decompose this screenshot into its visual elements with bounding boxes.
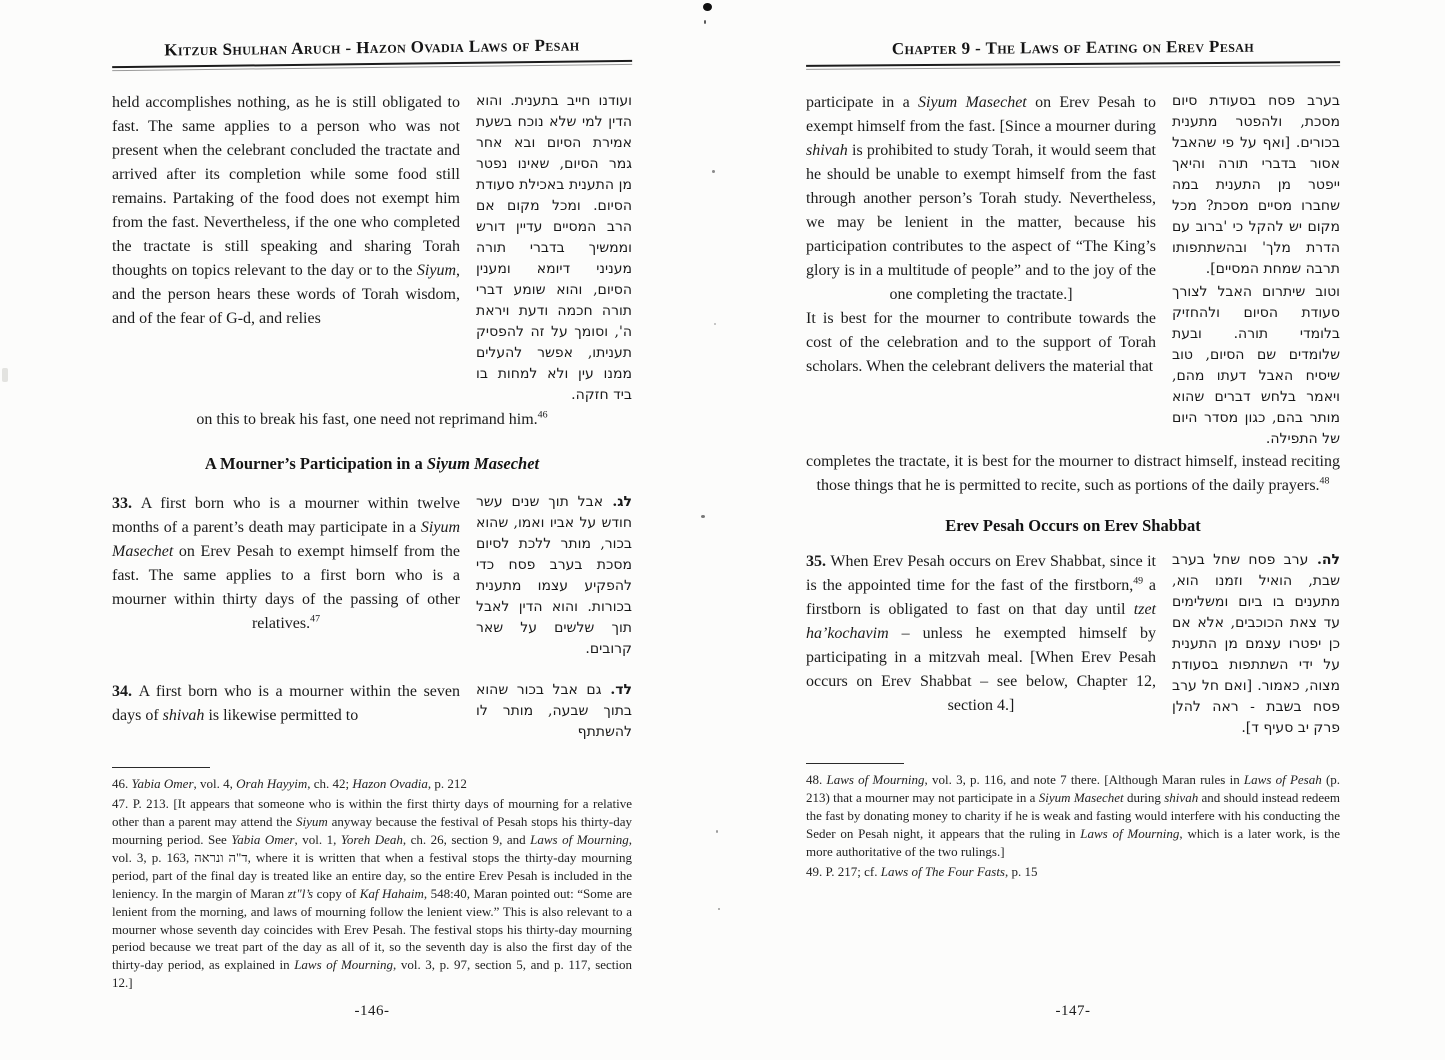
section-heading-erev-shabbat: Erev Pesah Occurs on Erev Shabbat (945, 516, 1201, 535)
scan-artifact-speck (714, 323, 716, 325)
footnote-46: 46. Yabia Omer, vol. 4, Orah Hayyim, ch. 42; Hazon Ovadia, p. 212 (112, 776, 467, 791)
footnote-48: 48. Laws of Mourning, vol. 3, p. 116, and note 7 there. [Although Maran rules in Laws of Pesah (p. 213) that a mourner may not participate in a Siyum Masechet during shivah and should instead redeem the fast by donating money to charity if he is weak and fasting would interfere with his conducting the Seder on Pesah night, it appears that the ruling in Laws of Mourning, which is a later work, is the more authoritative of the two rulings.] (806, 772, 1341, 859)
footnote-divider (806, 763, 904, 764)
scan-artifact-speck (718, 908, 720, 910)
page-number-147: -147- (1055, 1003, 1091, 1019)
scan-artifact-speck (716, 830, 718, 833)
scan-artifact-smudge (2, 368, 8, 382)
paragraph-35-hebrew: לה. ערב פסח שחל בערב שבת, הואיל וזמנו הוא, מתענים בו ביום ומשלימים עד צאת הכוכבים, אלא אם כן יפטרו עצמם מן התענית על ידי השתתפות בסעודת מצוה, כאמור. [ואם חל ערב פסח בשבת - ראה להלן פרק יב סעיף ד]. (1172, 552, 1340, 736)
page-147 (806, 38, 1340, 883)
continuation-wide-paragraph: completes the tractate, it is best for the mourner to distract himself, instead reciting those things that he is permitted to recite, such as portions of the daily prayers.$^{48}$ (806, 453, 1340, 494)
scan-artifact-speck (704, 20, 706, 24)
continuation-row (806, 91, 1340, 450)
intro-closing-line: on this to break his fast, one need not reprimand him.$^{46}$ (196, 409, 548, 428)
paragraph-33-hebrew: לג. אבל תוך שנים עשר חודש על אביו ואמו, שהוא בכור, מותר ללכת לסיום מסכת בערב פסח כדי להפקיע עצמו מתענית בכורות. והוא הדין לאבל תוך שלשים על שאר קרובים. (476, 494, 632, 657)
section-heading-mourner-siyum: A Mourner’s Participation in a Siyum Masechet (204, 454, 540, 473)
hebrew-continuation-column (1172, 91, 1340, 450)
scan-artifact-dot (703, 3, 712, 11)
continuation-paragraph-1: participate in a Siyum Masechet on Erev Pesah to exempt himself from the fast. [Since a mourner during shivah is prohibited to study Torah, it would seem that he should be unable to exempt himself from the fast through another person’s Torah study. Nevertheless, we may be lenient in the matter, because his participation contributes to the aspect of “The King’s glory is in a multitude of people” and to the joy of the one completing the tractate.] (806, 94, 1157, 303)
scan-artifact-speck (712, 170, 715, 173)
paragraph-34-hebrew: לד. גם אבל בכור שהוא בתוך שבעה, מותר לו להשתתף (476, 682, 632, 740)
right-running-head: Chapter 9 - The Laws of Eating on Erev Pesah (806, 36, 1340, 67)
page-number-146: -146- (354, 1003, 390, 1019)
footnote-49: 49. P. 217; cf. Laws of The Four Fasts, p. 15 (806, 863, 1038, 879)
hebrew-continuation-paragraph-2: וטוב שיתרום האבל לצורך סעודת הסיום ולהחזיק בלומדי תורה. ובעת שלומדים שם הסיום, טוב שיסיח האבל דעתו מהם, ויאמר בלחש דברים שהוא מותר בהם, כגון מסדר היום של התפילה. (1172, 284, 1340, 447)
hebrew-continuation-paragraph-1: בערב פסח בסעודת סיום מסכת, ולהפטר מתענית בכורים. [ואף על פי שהאבל אסור בדברי תורה והיאך ייפטר מן התענית במה שחברו מסיים מסכת? מכל מקום יש להקל כי 'ברוב עם הדרת מלך' ובהשתתפותו תרבה שמחת המסיים]. (1172, 93, 1340, 277)
paragraph-33-row (112, 492, 632, 660)
left-running-head: Kitzur Shulhan Aruch - Hazon Ovadia Laws of Pesah (112, 35, 632, 68)
page-146 (112, 35, 633, 994)
continuation-paragraph-2: It is best for the mourner to contribute towards the cost of the celebration and to the support of Torah scholars. When the celebrant delivers the material that (806, 310, 1156, 375)
paragraph-34-english: 34. A first born who is a mourner within the seven days of shivah is likewise permitted to (112, 683, 461, 724)
footnote-divider (112, 767, 210, 768)
intro-row (112, 91, 632, 406)
english-intro-paragraph: held accomplishes nothing, as he is still obligated to fast. The same applies to a person who was not present when the celebrant concluded the tractate and arrived after its completion while some food still remains. Partaking of the food does not exempt him from the fast. Nevertheless, if the one who completed the tractate is still speaking and sharing Torah thoughts on topics relevant to the day or to the Siyum, and the person hears these words of Torah wisdom, and of the fear of G-d, and relies (112, 94, 460, 327)
paragraph-35-row (806, 550, 1340, 739)
scan-artifact-speck (701, 515, 705, 518)
footnote-47: 47. P. 213. [It appears that someone who is within the first thirty days of mourning for a relative other than a parent may attend the Siyum anyway because the festival of Pesah stops his thirty-day mourning period. See Yabia Omer, vol. 1, Yoreh Deah, ch. 26, section 9, and Laws of Mourning, vol. 3, p. 163, ד"ה ונראה, where it is written that when a festival stops the thirty-day mourning period, part of the final day is treated like an entire day, so the entire Erev Pesah is included in the leniency. In the margin of Maran zt"l’s copy of Kaf Hahaim, 548:40, Maran pointed out: “Some are lenient from the morning, and laws of mourning follow the lenient view.” This is also relevant to a mourner whose seventh day coincides with Erev Pesah. The festival stops his thirty-day mourning period because we treat part of the day as all of it, so the seventh day is also the first day of the thirty-day period, as explained in Laws of Mourning, vol. 3, p. 97, section 5, and p. 117, section 12.] (112, 795, 633, 991)
paragraph-33-english: 33. A first born who is a mourner within twelve months of a parent’s death may participate in a Siyum Masechet on Erev Pesah to exempt himself from the fast. The same applies to a first born who is a mourner within thirty days of the passing of other relatives.$^{47}$ (112, 495, 461, 632)
paragraph-34-row (112, 680, 632, 743)
paragraph-35-english: 35. When Erev Pesah occurs on Erev Shabbat, since it is the appointed time for the fast of the firstborn,$^{49}$ a firstborn is obligated to fast on that day until tzet ha’kochavim – unless he exempted himself by participating in a mitzvah meal. [When Erev Pesah occurs on Erev Shabbat – see below, Chapter 12, section 4.] (806, 553, 1157, 714)
hebrew-intro-paragraph: ועודנו חייב בתענית. והוא הדין למי שלא נוכח בשעת אמירת הסיום ובא אחר גמר הסיום, שאינו נפטר מן התענית באכילת סעודת הסיום. ומכל מקום אם הרב המסיים עדיין דורש וממשיך בדברי תורה מעניני דיומא ומענין הסיום, והוא שומע דברי תורה חכמה ודעת ויראת ה', וסומך על זה להפסיק תעניתו, אפשר להעלים ממנו עין ולא למחות בו ביד חזקה. (476, 93, 632, 403)
english-continuation-column (806, 91, 1156, 379)
